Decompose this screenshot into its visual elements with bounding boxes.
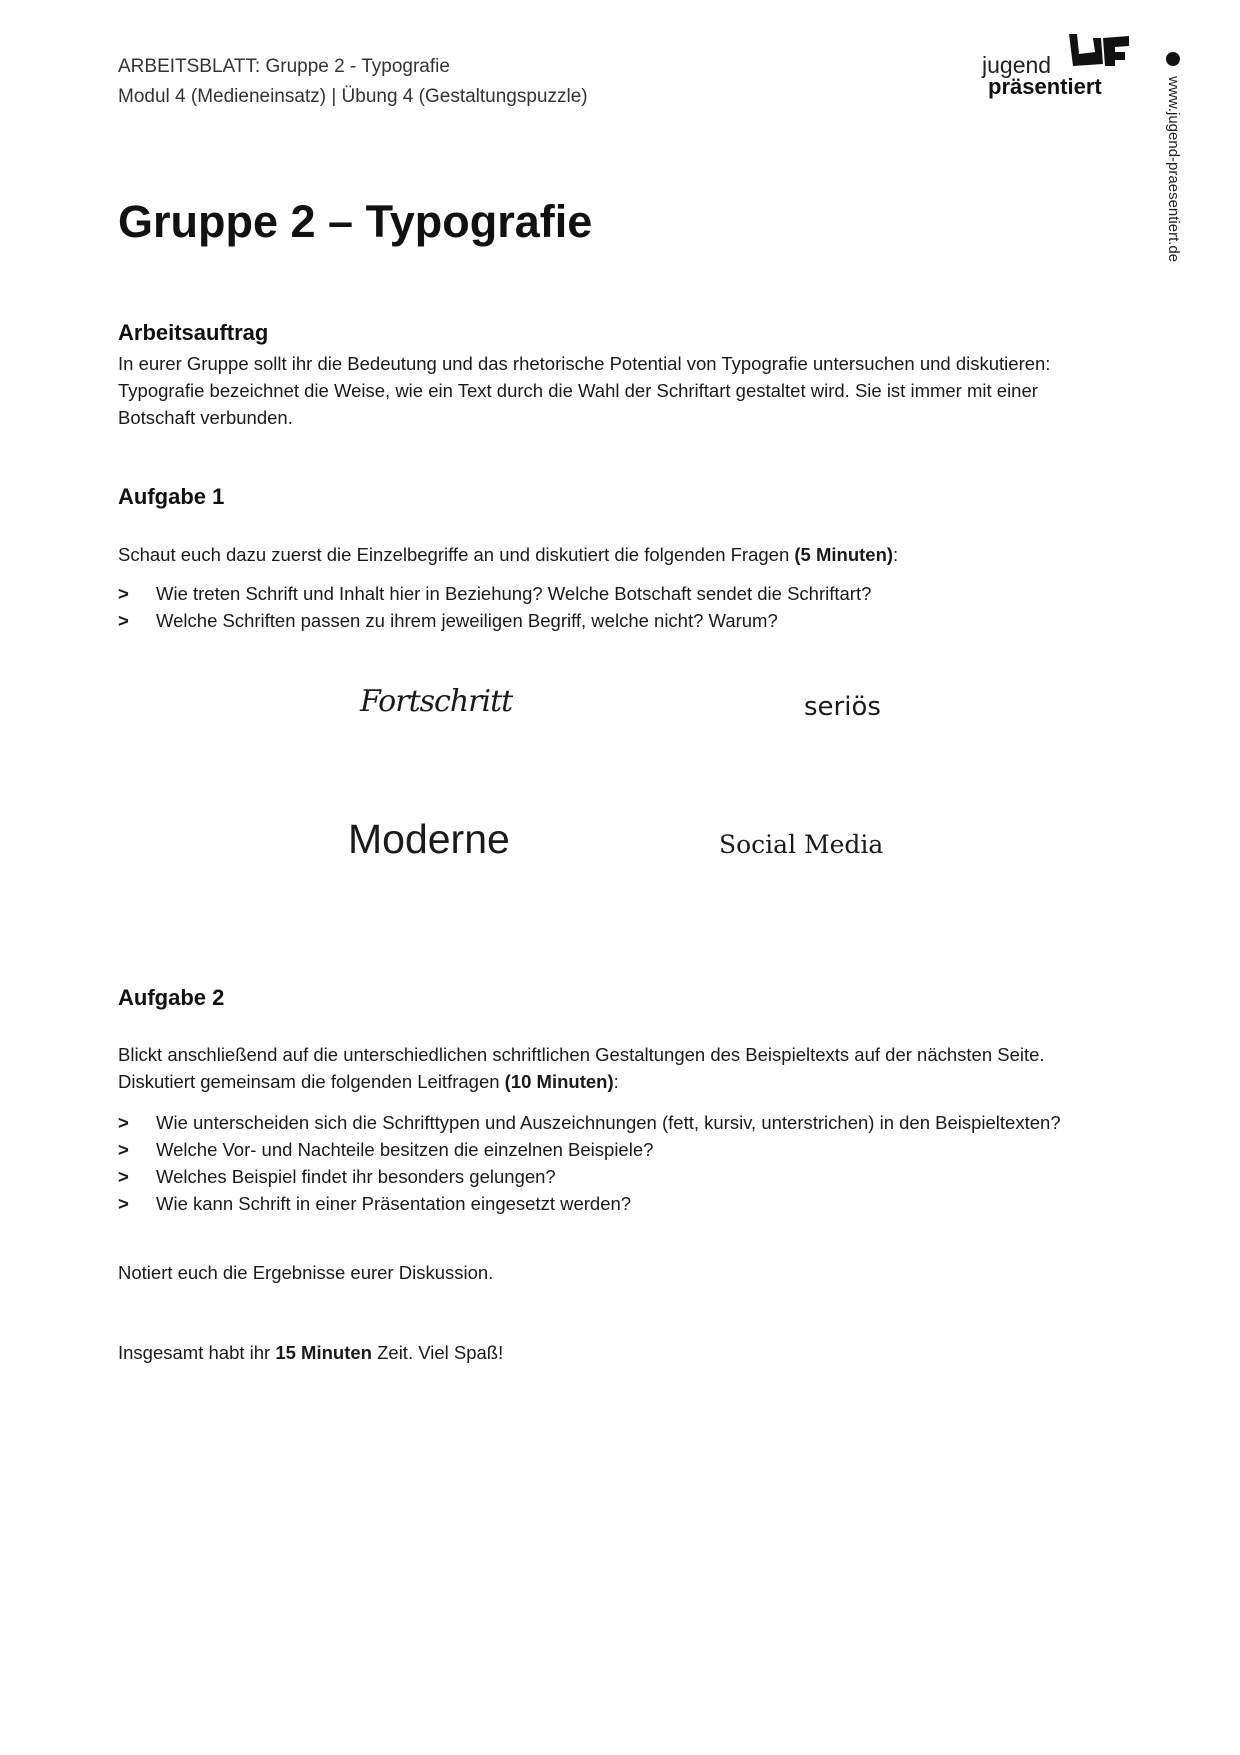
list-item: > Welche Schriften passen zu ihrem jeweiligen Begriff, welche nicht? Warum? bbox=[118, 610, 778, 631]
list-item: > Wie kann Schrift in einer Präsentation eingesetzt werden? bbox=[118, 1193, 632, 1214]
globe-icon bbox=[1166, 52, 1180, 66]
logo-text-jugend: jugend bbox=[982, 52, 1052, 78]
list-item: > Welche Vor- und Nachteile besitzen die einzelnen Beispiele? bbox=[118, 1139, 654, 1160]
example-fortschritt: Fortschritt bbox=[360, 684, 513, 719]
list-item: > Welches Beispiel findet ihr besonders gelungen? bbox=[118, 1166, 556, 1187]
logo-mark-icon bbox=[1065, 30, 1130, 72]
aufgabe2-questions bbox=[118, 1109, 1118, 1217]
page-title: Gruppe 2 – Typografie bbox=[118, 196, 593, 247]
logo-text-praesentiert: präsentiert bbox=[988, 74, 1102, 99]
arbeitsauftrag-text: In eurer Gruppe sollt ihr die Bedeutung und das rhetorische Potential von Typografie untersuchen und diskutieren: Typografie bezeichnet die Weise, wie ein Text durch die Wahl der Schriftart gestaltet wird. Sie ist immer mit einer Botschaft verbunden. bbox=[118, 353, 1051, 428]
aufgabe1-heading: Aufgabe 1 bbox=[118, 484, 225, 509]
header-line-1: ARBEITSBLATT: Gruppe 2 - Typografie bbox=[118, 56, 450, 77]
url-text: www.jugend-praesentiert.de bbox=[1165, 76, 1182, 263]
arbeitsauftrag-heading: Arbeitsauftrag bbox=[118, 320, 269, 345]
website-url bbox=[1165, 52, 1182, 262]
list-item: > Wie unterscheiden sich die Schrifttypen und Auszeichnungen (fett, kursiv, unterstrichen) in den Beispieltexten? bbox=[118, 1112, 1061, 1133]
aufgabe2-note: Notiert euch die Ergebnisse eurer Diskussion. bbox=[118, 1262, 494, 1283]
list-item: > Wie treten Schrift und Inhalt hier in Beziehung? Welche Botschaft sendet die Schriftart? bbox=[118, 583, 872, 604]
header-line-2: Modul 4 (Medieneinsatz) | Übung 4 (Gestaltungspuzzle) bbox=[118, 86, 588, 107]
aufgabe2-heading: Aufgabe 2 bbox=[118, 985, 225, 1010]
closing-text: Insgesamt habt ihr 15 Minuten Zeit. Viel Spaß! bbox=[118, 1342, 504, 1363]
aufgabe2-intro: Blickt anschließend auf die unterschiedlichen schriftlichen Gestaltungen des Beispieltexts auf der nächsten Seite. Diskutiert gemeinsam die folgenden Leitfragen (10 Minuten): bbox=[118, 1044, 1045, 1092]
example-moderne: Moderne bbox=[348, 816, 510, 862]
example-serioes: seriös bbox=[804, 692, 881, 722]
example-social-media: Social Media bbox=[719, 830, 884, 859]
aufgabe1-intro: Schaut euch dazu zuerst die Einzelbegriffe an und diskutiert die folgenden Fragen (5 Minuten): bbox=[118, 544, 899, 565]
aufgabe1-questions bbox=[118, 580, 1118, 634]
logo bbox=[975, 30, 1135, 105]
